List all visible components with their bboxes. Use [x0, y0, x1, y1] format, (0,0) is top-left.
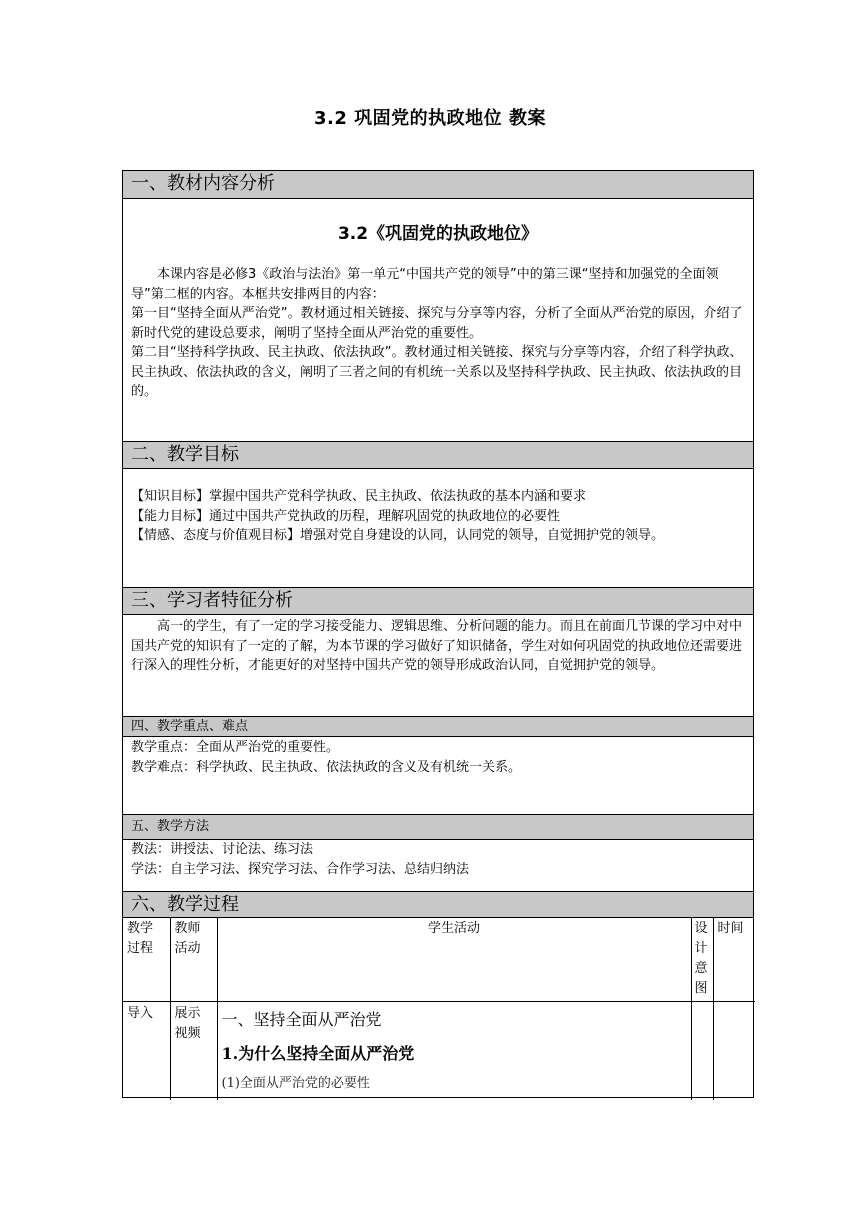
- section-heading-textbook-analysis: 一、教材内容分析: [123, 171, 753, 199]
- objective-attitude: 【情感、态度与价值观目标】增强对党自身建设的认同，认同党的领导，自觉拥护党的领导。: [131, 528, 665, 543]
- section-subtitle: 3.2《巩固党的执政地位》: [337, 224, 539, 244]
- section-heading-key-points: 四、教学重点、难点: [123, 716, 753, 737]
- cell-design: [691, 1002, 713, 1100]
- teaching-process-table: [123, 917, 755, 1100]
- objective-knowledge: 【知识目标】掌握中国共产党科学执政、民主执政、依法执政的基本内涵和要求: [131, 489, 587, 504]
- objectives-body: [131, 487, 747, 546]
- section-heading-process: 六、教学过程: [123, 891, 753, 918]
- document-title: 3.2 巩固党的执政地位 教案: [314, 108, 546, 129]
- learner-analysis-body: [131, 617, 747, 676]
- teaching-methods: 教法：讲授法、讨论法、练习法: [131, 842, 314, 857]
- methods-body: [131, 840, 747, 879]
- learning-methods: 学法：自主学习法、探究学习法、合作学习法、总结归纳法: [131, 861, 470, 877]
- section-heading-methods: 五、教学方法: [123, 814, 753, 840]
- textbook-analysis-para-1: 本课内容是必修3《政治与法治》第一单元“中国共产党的领导”中的第三课“坚持和加强党的全面领导”第二框的内容。本框共安排两目的内容：: [131, 267, 719, 302]
- cell-student: [217, 1002, 691, 1100]
- section-heading-objectives: 二、教学目标: [123, 441, 753, 469]
- content-heading-3: (1)全面从严治党的必要性: [221, 1076, 370, 1091]
- cell-teacher: 展示视频: [170, 1002, 217, 1100]
- col-header-design: 设计意图: [691, 917, 713, 1002]
- col-header-process: 教学过程: [123, 917, 170, 1002]
- objective-ability: 【能力目标】通过中国共产党执政的历程，理解巩固党的执政地位的必要性: [131, 508, 561, 524]
- lesson-plan-table: [122, 170, 754, 1098]
- learner-analysis-para: 高一的学生，有了一定的学习接受能力、逻辑思维、分析问题的能力。而且在前面几节课的学习中对中国共产党的知识有了一定的了解，为本节课的学习做好了知识储备，学生对如何巩固党的执政地位还需要进行深入的理性分析，才能更好的对坚持中国共产党的领导形成政治认同，自觉拥护党的领导。: [131, 619, 743, 673]
- table-header-row: [123, 917, 755, 1002]
- key-points-body: [131, 738, 747, 777]
- content-heading-2: 1.为什么坚持全面从严治党: [221, 1044, 415, 1063]
- content-heading-1: 一、坚持全面从严治党: [221, 1010, 382, 1029]
- col-header-student: 学生活动: [217, 917, 691, 1002]
- textbook-analysis-body: [131, 265, 747, 402]
- key-point: 教学重点：全面从严治党的重要性。: [131, 740, 340, 755]
- table-row: [123, 1002, 755, 1100]
- section-heading-learner-analysis: 三、学习者特征分析: [123, 587, 753, 615]
- cell-process: 导入: [123, 1002, 170, 1100]
- textbook-analysis-para-3: 第二目“坚持科学执政、民主执政、依法执政”。教材通过相关链接、探究与分享等内容，介绍了科学执政、民主执政、依法执政的含义，阐明了三者之间的有机统一关系以及坚持科学执政、民主执政、依法执政的目的。: [131, 345, 743, 399]
- cell-time: [713, 1002, 755, 1100]
- difficult-point: 教学难点：科学执政、民主执政、依法执政的含义及有机统一关系。: [131, 759, 522, 775]
- col-header-time: 时间: [713, 917, 755, 1002]
- col-header-teacher: 教师活动: [170, 917, 217, 1002]
- textbook-analysis-para-2: 第一目“坚持全面从严治党”。教材通过相关链接、探究与分享等内容，分析了全面从严治党的原因，介绍了新时代党的建设总要求，阐明了坚持全面从严治党的重要性。: [131, 306, 743, 341]
